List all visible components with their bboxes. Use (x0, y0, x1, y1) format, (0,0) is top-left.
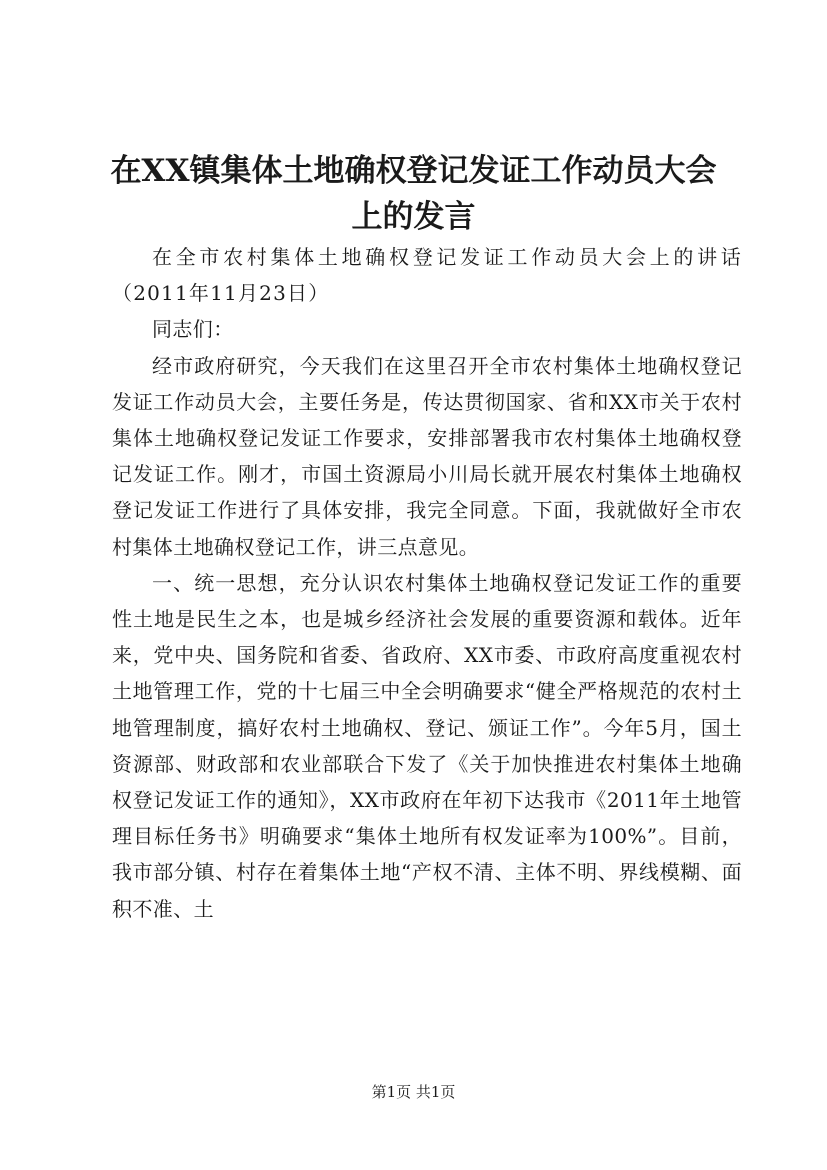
document-title: 在XX镇集体土地确权登记发证工作动员大会上的发言 (110, 153, 717, 235)
paragraph-salutation: 同志们： (152, 317, 234, 342)
paragraph-subtitle: 在全市农村集体土地确权登记发证工作动员大会上的讲话（2011年11月23日） (112, 245, 742, 306)
paragraph-section-one: 一、统一思想，充分认识农村集体土地确权登记发证工作的重要性土地是民生之本，也是城乡经济社会发展的重要资源和载体。近年来，党中央、国务院和省委、省政府、XX市委、市政府高度重视农村土地管理工作，党的十七届三中全会明确要求“健全严格规范的农村土地管理制度，搞好农村土地确权、登记、颁证工作”。今年5月，国土资源部、财政部和农业部联合下发了《关于加快推进农村集体土地确权登记发证工作的通知》，XX市政府在年初下达我市《2011年土地管理目标任务书》明确要求“集体土地所有权发证率为100%”。目前，我市部分镇、村存在着集体土地“产权不清、主体不明、界线模糊、面积不准、土 (112, 570, 742, 921)
paragraph-intro: 经市政府研究，今天我们在这里召开全市农村集体土地确权登记发证工作动员大会，主要任务是，传达贯彻国家、省和XX市关于农村集体土地确权登记发证工作要求，安排部署我市农村集体土地确权登记发证工作。刚才，市国土资源局小川局长就开展农村集体土地确权登记发证工作进行了具体安排，我完全同意。下面，我就做好全市农村集体土地确权登记工作，讲三点意见。 (112, 353, 742, 559)
document-body (112, 239, 742, 927)
page-footer: 第1页 共1页 (371, 1083, 456, 1101)
